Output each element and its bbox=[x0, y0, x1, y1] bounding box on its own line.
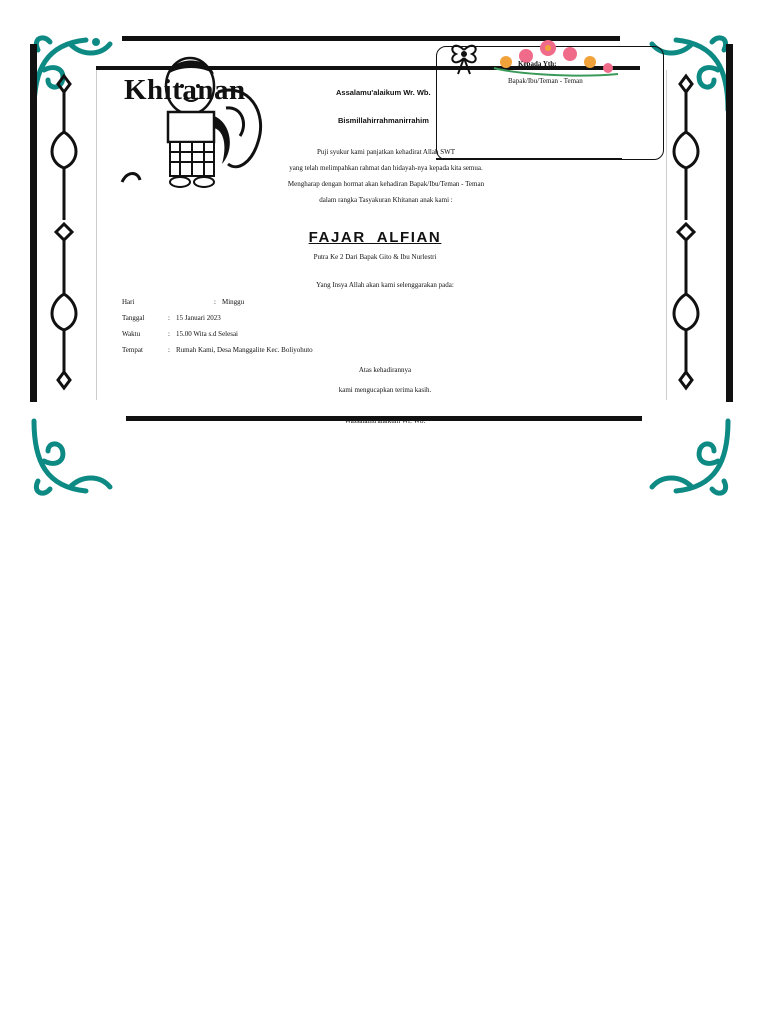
detail-row-day bbox=[122, 298, 244, 306]
recipient-name: Bapak/Ibu/Teman - Teman bbox=[508, 77, 583, 85]
corner-ornament-icon bbox=[640, 415, 736, 501]
detail-value: Rumah Kami, Desa Manggalite Kec. Boliyohuto bbox=[176, 346, 313, 354]
recipient-heading: Kepada Yth: bbox=[518, 60, 557, 68]
frame-left-line bbox=[30, 44, 37, 402]
closing-line-2: kami mengucapkan terima kasih. bbox=[338, 386, 432, 394]
frame-left-inner-line bbox=[96, 70, 97, 400]
detail-separator: : bbox=[168, 346, 170, 354]
basmalah: Bismillahirrahmanirrahim bbox=[338, 116, 429, 125]
detail-label: Tempat bbox=[122, 346, 143, 354]
detail-row-time bbox=[122, 330, 238, 338]
parents-line: Putra Ke 2 Dari Bapak Gito & Ibu Nurlestri bbox=[313, 253, 437, 261]
greeting: Assalamu'alaikum Wr. Wb. bbox=[336, 88, 431, 97]
frame-right-line bbox=[726, 44, 733, 402]
ribbon-bow-icon bbox=[444, 40, 484, 76]
pillar-ornament-icon bbox=[44, 72, 84, 392]
intro-line: Mengharap dengan hormat akan kehadiran Bapak/Ibu/Teman - Teman bbox=[287, 180, 485, 188]
recipient-box-underline bbox=[436, 158, 622, 160]
pillar-ornament-icon bbox=[666, 72, 706, 392]
detail-label: Tanggal bbox=[122, 314, 145, 322]
closing-line-1: Atas kehadirannya bbox=[358, 366, 412, 374]
detail-separator: : bbox=[168, 314, 170, 322]
corner-ornament-icon bbox=[26, 415, 122, 501]
detail-row-date bbox=[122, 314, 221, 322]
detail-value: 15.00 Wita s.d Selesai bbox=[176, 330, 238, 338]
child-name: FAJAR ALFIAN bbox=[308, 229, 442, 246]
detail-label: Waktu bbox=[122, 330, 141, 338]
intro-line: yang telah melimpahkan rahmat dan hidayah-nya kepada kita semua. bbox=[289, 164, 483, 172]
intro-line: Puji syukur kami panjatkan kehadirat Allah SWT bbox=[316, 148, 456, 156]
salam-line: Wassalamu'alaikum Wr. Wb. bbox=[344, 420, 426, 425]
detail-label: Hari bbox=[122, 298, 135, 306]
card-title: Khitanan bbox=[124, 74, 246, 106]
detail-separator: : bbox=[214, 298, 216, 306]
detail-row-place bbox=[122, 346, 313, 354]
detail-value: 15 Januari 2023 bbox=[176, 314, 221, 322]
event-intro: Yang Insya Allah akan kami selenggarakan pada: bbox=[316, 281, 454, 289]
intro-line: dalam rangka Tasyakuran Khitanan anak kami : bbox=[319, 196, 453, 204]
detail-separator: : bbox=[168, 330, 170, 338]
detail-value: Minggu bbox=[222, 298, 245, 306]
